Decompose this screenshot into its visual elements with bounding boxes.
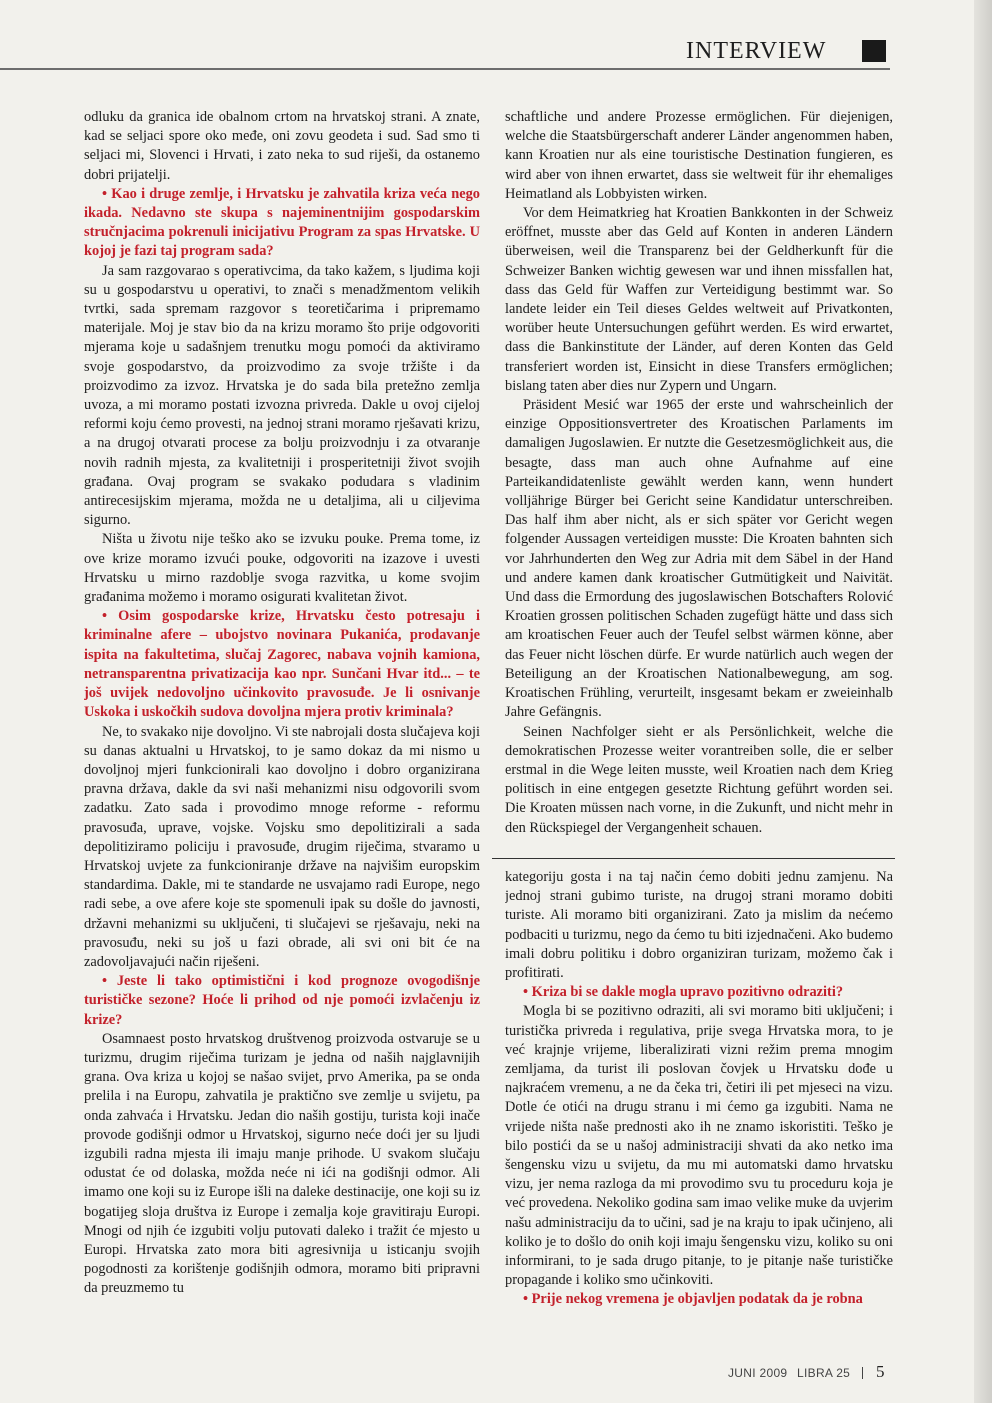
interview-question: • Prije nekog vremena je objavljen podatak da je robna xyxy=(523,1291,863,1308)
column-1 xyxy=(84,108,480,1340)
answer-paragraph: kategoriju gosta i na taj način ćemo dobiti jednu zamjenu. Na jednoj strani gubimo turiste, na drugoj strani moramo dobiti turiste. Ali moramo biti organizirani. Zato ja mislim da nećemo podbaciti u turizmu, nego da ćemo tu biti izjednačeni. Ako budemo imali dobru politiku i dobro organiziran turizam, možemo čak i profitirati. xyxy=(505,869,893,982)
section-title: INTERVIEW xyxy=(686,38,827,64)
page-number: 5 xyxy=(876,1362,885,1381)
column-divider-rule xyxy=(492,858,895,859)
page-footer xyxy=(728,1366,871,1380)
column-2 xyxy=(505,108,893,854)
answer-paragraph: Vor dem Heimatkrieg hat Kroatien Bankkonten in der Schweiz eröffnet, musste aber das Geld auf Konten in anderen Ländern überweisen, weil die Transparenz bei der Geldherkunft für die Schweizer Banken wichtig gewesen war und ihnen missfallen hat, dass das Geld für Waffen zur Verteidigung bestimmt war. So landete leider ein Teil dieses Geldes weltweit auf Privatkonten, worüber heute Untersuchungen geführt werden. Es wird erwartet, dass die Bankinstitute der Länder, auf deren Konten das Geld transferiert worden ist, Einsicht in diese Transfers ermöglichen; bislang taten aber dies nur Zypern und Ungarn. xyxy=(505,205,893,394)
section-marker-block xyxy=(862,40,886,62)
header-rule xyxy=(0,68,890,70)
interview-question: • Osim gospodarske krize, Hrvatsku često potresaju i kriminalne afere – ubojstvo novinara Pukanića, prodavanje ispita na fakultetima, slučaj Zagorec, nabava vojnih kamiona, netransparentna privatizacija kao npr. Sunčani Hvar itd... – te još uvijek nedovoljno učinkovito pravosuđe. Je li osnivanje Uskoka i uskočkih sudova dovoljna mjera protiv kriminala? xyxy=(84,608,480,721)
interview-question: • Jeste li tako optimistični i kod prognoze ovogodišnje turističke sezone? Hoće li prihod od nje pomoći izvlačenju iz krize? xyxy=(84,973,480,1028)
column-3 xyxy=(505,868,893,1340)
answer-paragraph: odluku da granica ide obalnom crtom na hrvatskoj strani. A znate, kad se seljaci spore oko međe, oni zovu geodeta i sud. Sad smo ti seljaci mi, Slovenci i Hrvati, i zato neka to sud riješi, da ostanemo dobri prijatelji. xyxy=(84,109,480,183)
answer-paragraph: Ja sam razgovarao s operativcima, da tako kažem, s ljudima koji su u gospodarstvu u operativi, to znači s menadžmentom velikih tvrtki, sada spremam razgovor s teoretičarima i pripremamo materijale. Moj je stav bio da na krizu moramo što prije odgovoriti mjerama koje u sadašnjem trenutku mogu pomoći da aktiviramo svoje gospodarstvo, da proizvodimo za svoje tržište i da proizvodimo za izvoz. Hrvatska je do sada bila pretežno zemlja uvoza, a mi moramo postati izvozna privreda. Dakle u ovoj cijeloj reformi koju ćemo provesti, na jednoj strani moramo rješavati krizu, a na drugoj otvarati procese za bolju proizvodnju i za otvaranje novih radnih mjesta, za kvalitetniji i prosperitetniji život svojih građana. Ovaj program se svakako podudara s vladinim antirecesijskim mjerama, možda ne u detaljima, ali u ciljevima sigurno. xyxy=(84,262,480,529)
answer-paragraph: Präsident Mesić war 1965 der erste und wahrscheinlich der einzige Oppositionsvertreter des Kroatischen Parlaments im damaligen Jugoslawien. Er nutzte die Gesetzesmöglichkeit aus, die besagte, dass man auch ohne Aufnahme auf eine Parteikandidatenliste gewählt werden kann, wenn hundert volljährige Bürger bei Gericht seine Kandidatur unterschreiben. Das half ihm aber nicht, als er sich später vor Gericht wegen folgender Aussagen verteidigen musste: Die Kroaten bahnten sich vor Jahrhunderten den Weg zur Adria mit dem Säbel in der Hand und andere kamen dank kroatischer Gutmütigkeit und Naivität. Und dass die Ermordung des jugoslawischen Botschafters Rolović Kroatien grossen politischen Schaden zugefügt hätte und dass sich am kroatischen Feuer auch der Teufel selbst wärmen könne, aber das Feuer nicht löschen dürfe. Er wurde natürlich auch wegen der Beteiligung an der Kroatischen Nationalbewegung, am sog. Kroatischen Frühling, verurteilt, insgesamt bekam er zweieinhalb Jahre Gefängnis. xyxy=(505,397,893,721)
page-edge-shadow xyxy=(974,0,992,1403)
answer-paragraph: Mogla bi se pozitivno odraziti, ali svi moramo biti uključeni; i turistička privreda i regulativa, prije svega Hrvatska mora, to je već krajnje vrijeme, liberalizirati vizni režim prema mnogim zemljama, da turist ili poslovan čovjek u Hrvatsku dođe u najkraćem vremenu, a ne da čeka tri, četiri ili pet mjeseci na vizu. Dotle će otići na drugu stranu i mi ćemo ga izgubiti. Nama ne vrijede ništa naše prednosti ako ih ne znamo iskoristiti. Teško je bilo postići da se u našoj administraciji shvati da ako netko ima šengensku vizu u svijetu, da mu mi automatski damo hrvatsku vizu, jer nema razloga da mi provodimo svu tu proceduru koja je već provedena. Nekoliko godina sam imao velike muke da uvjerim našu administraciju da to učini, sad je na kraju to ipak učinjeno, ali koliko je to došlo do onih koji imaju šengensku vizu, koliko su oni informirani, to je sada drugo pitanje, to je pitanje naše turističke propagande i koliko smo učinkoviti. xyxy=(505,1003,893,1289)
answer-paragraph: Ne, to svakako nije dovoljno. Vi ste nabrojali dosta slučajeva koji su danas aktualni u Hrvatskoj, to je samo dokaz da mi nismo u dovoljnoj mjeri funkcionirali kao dovoljno i dobro organizirana pravna država, dakle da svi naši mehanizmi nisu odgovorili svom zadatku. Zato sada i provodimo mnoge reforme - reformu pravosuđa, uprave, vojske. Vojsku smo depolitizirali a sada depolitiziramo policiju i pravosuđe, drugim riječima, stvaramo u Hrvatskoj uvjete za funkcioniranje države na najvišim europskim standardima. Dakle, mi te standarde ne usvajamo radi Europe, nego radi sebe, a ove afere koje ste spomenuli ipak su došle do javnosti, državni mehanizmi su uključeni, ti slučajevi se rješavaju, neki na pravosuđu, neki su još u fazi obrade, ali svi oni bit će na zadovoljavajući način riješeni. xyxy=(84,723,480,970)
answer-paragraph: Osamnaest posto hrvatskog društvenog proizvoda ostvaruje se u turizmu, drugim riječima turizam je jedna od naših najglavnijih grana. Ova kriza u kojoj se našao svijet, prvo Amerika, pa se onda prelila i na Europu, zahvatila je praktično sve zemlje u svijetu, pa onda zahvaća i Hrvatsku. Jedan dio naših gostiju, turista koji inače provode godišnji odmor u Hrvatskoj, sigurno neće doći jer su ljudi izgubili radna mjesta ili imaju manje prihode. U svakom slučaju odustat će od dolaska, možda neće ni ići na godišnji odmor. Ali imamo one koji su iz Europe išli na daleke destinacije, one koji su iz bogatijeg sloja društva iz Europe i zemalja koje gravitiraju Europi. Mnogi od njih će izgubiti volju putovati daleko i tražit će mjesto u Europi. Hrvatska zato mora biti agresivnija u isticanju svojih pogodnosti za korištenje godišnjih odmora, moramo biti pripravni da preuzmemo tu xyxy=(84,1030,480,1297)
interview-question: • Kao i druge zemlje, i Hrvatsku je zahvatila kriza veća nego ikada. Nedavno ste skupa s najeminentnijim gospodarskim stručnjacima pokrenuli inicijativu Program za spas Hrvatske. U kojoj je fazi taj program sada? xyxy=(84,185,480,260)
answer-paragraph: Ništa u životu nije teško ako se izvuku pouke. Prema tome, iz ove krize moramo izvući pouke, odgovoriti na izazove i uvesti Hrvatsku u mirno razdoblje svoga razvitka, u kome svojim građanima možemo i moramo osigurati kvalitetan život. xyxy=(84,531,480,606)
answer-paragraph: schaftliche und andere Prozesse ermöglichen. Für diejenigen, welche die Staatsbürgerschaft anderer Länder angenommen haben, kann Kroatien nur als eine touristische Destination fungieren, es wird aber von ihnen erwartet, dass sie weltweit für ihr ehemaliges Heimatland als Lobbyisten wirken. xyxy=(505,109,893,202)
answer-paragraph: Seinen Nachfolger sieht er als Persönlichkeit, welche die demokratischen Prozesse weiter vorantreiben solle, die er selber erstmal in die Wege leiten musste, weil Kroatien nach dem Krieg politisch in eine entgegen gesetzte Richtung geführt worden sei. Die Kroaten müssen nach vorne, in die Zukunft, und nicht mehr in den Rückspiegel der Vergangenheit schauen. xyxy=(505,723,893,836)
footer-issue: JUNI 2009 xyxy=(728,1366,788,1380)
interview-question: • Kriza bi se dakle mogla upravo pozitivno odraziti? xyxy=(523,984,844,1001)
footer-magazine: LIBRA 25 xyxy=(797,1366,851,1380)
footer-separator xyxy=(862,1367,863,1379)
